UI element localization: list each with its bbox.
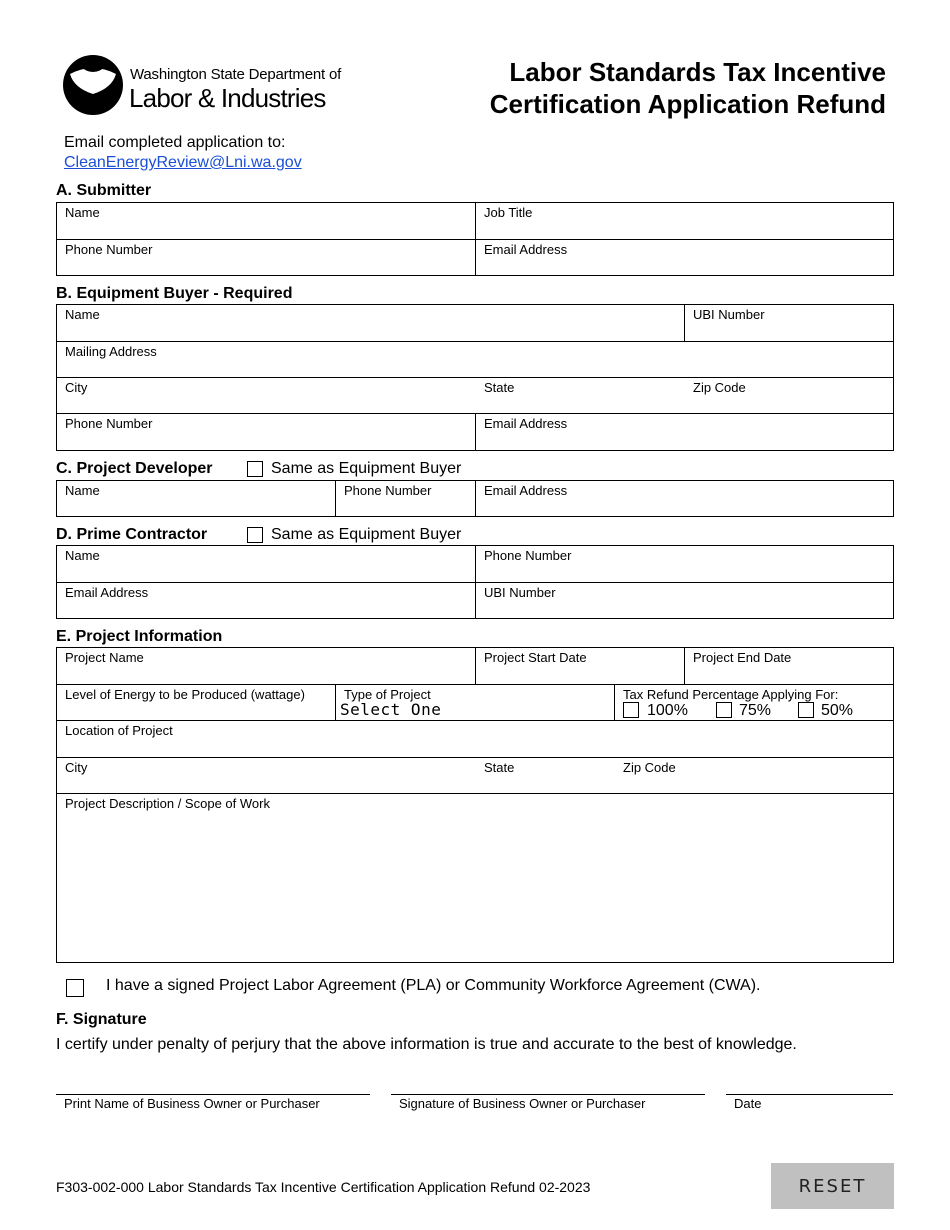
logo-agency-line: Washington State Department of bbox=[130, 66, 342, 83]
contractor-phone-cell[interactable] bbox=[476, 546, 893, 583]
project-name-label: Project Name bbox=[65, 650, 144, 665]
section-c-table bbox=[56, 480, 894, 517]
buyer-email-label: Email Address bbox=[484, 416, 568, 431]
buyer-phone-cell[interactable] bbox=[57, 414, 476, 450]
date-label: Date bbox=[734, 1096, 762, 1111]
form-title bbox=[490, 56, 886, 120]
signature-line[interactable] bbox=[391, 1094, 705, 1095]
certification-statement: I certify under penalty of perjury that the above information is true and accurate to the best of knowledge. bbox=[56, 1036, 797, 1053]
developer-name-label: Name bbox=[65, 483, 100, 498]
date-line[interactable] bbox=[726, 1094, 893, 1095]
buyer-email-cell[interactable] bbox=[476, 414, 893, 450]
project-zip-label: Zip Code bbox=[623, 760, 676, 775]
project-city-cell[interactable] bbox=[57, 758, 476, 794]
refund-50-label: 50% bbox=[821, 702, 854, 719]
submitter-job-title-cell[interactable] bbox=[476, 203, 893, 240]
project-description-cell[interactable] bbox=[57, 794, 893, 962]
developer-same-as-buyer-label: Same as Equipment Buyer bbox=[271, 460, 462, 477]
print-name-line[interactable] bbox=[56, 1094, 370, 1095]
section-e-table bbox=[56, 647, 894, 963]
submitter-email-label: Email Address bbox=[484, 242, 568, 257]
buyer-name-label: Name bbox=[65, 307, 100, 322]
contractor-same-as-buyer-label: Same as Equipment Buyer bbox=[271, 526, 462, 543]
submitter-job-title-label: Job Title bbox=[484, 205, 533, 220]
section-b-heading: B. Equipment Buyer - Required bbox=[56, 285, 293, 302]
project-description-label: Project Description / Scope of Work bbox=[65, 796, 270, 811]
submitter-phone-cell[interactable] bbox=[57, 240, 476, 275]
project-name-cell[interactable] bbox=[57, 648, 476, 685]
form-footer-id: F303-002-000 Labor Standards Tax Incentive Certification Application Refund 02-2023 bbox=[56, 1179, 591, 1195]
pla-cwa-statement: I have a signed Project Labor Agreement (PLA) or Community Workforce Agreement (CWA). bbox=[106, 977, 761, 994]
buyer-mailing-cell[interactable] bbox=[57, 342, 893, 378]
contractor-phone-label: Phone Number bbox=[484, 548, 572, 563]
refund-75-label: 75% bbox=[739, 702, 772, 719]
email-instructions: Email completed application to: bbox=[64, 134, 286, 151]
buyer-mailing-label: Mailing Address bbox=[65, 344, 157, 359]
project-location-cell[interactable] bbox=[57, 721, 893, 758]
project-type-label: Type of Project bbox=[344, 687, 431, 702]
developer-phone-label: Phone Number bbox=[344, 483, 432, 498]
pla-cwa-checkbox[interactable] bbox=[66, 979, 84, 997]
project-state-label: State bbox=[484, 760, 515, 775]
energy-level-label: Level of Energy to be Produced (wattage) bbox=[65, 687, 305, 702]
section-d-heading: D. Prime Contractor bbox=[56, 526, 208, 543]
energy-level-cell[interactable] bbox=[57, 685, 336, 721]
lni-logo-icon bbox=[62, 54, 124, 116]
buyer-city-label: City bbox=[65, 380, 88, 395]
refund-100-label: 100% bbox=[647, 702, 688, 719]
tax-refund-cell bbox=[615, 685, 893, 721]
refund-50-checkbox[interactable] bbox=[798, 702, 814, 718]
tax-refund-label: Tax Refund Percentage Applying For: bbox=[623, 687, 839, 702]
project-location-label: Location of Project bbox=[65, 723, 173, 738]
reset-button[interactable]: RESET bbox=[771, 1163, 894, 1209]
refund-75-checkbox[interactable] bbox=[716, 702, 732, 718]
developer-email-cell[interactable] bbox=[476, 481, 893, 516]
buyer-phone-label: Phone Number bbox=[65, 416, 153, 431]
developer-phone-cell[interactable] bbox=[336, 481, 476, 516]
project-city-label: City bbox=[65, 760, 88, 775]
contractor-ubi-cell[interactable] bbox=[476, 583, 893, 618]
contractor-ubi-label: UBI Number bbox=[484, 585, 556, 600]
project-type-cell bbox=[336, 685, 615, 721]
buyer-state-cell[interactable] bbox=[476, 378, 685, 414]
submitter-name-cell[interactable] bbox=[57, 203, 476, 240]
buyer-state-label: State bbox=[484, 380, 515, 395]
project-end-date-label: Project End Date bbox=[693, 650, 792, 665]
submitter-email-cell[interactable] bbox=[476, 240, 893, 275]
project-state-cell[interactable] bbox=[476, 758, 615, 794]
buyer-ubi-label: UBI Number bbox=[693, 307, 765, 322]
print-name-label: Print Name of Business Owner or Purchaser bbox=[64, 1096, 320, 1111]
section-d-table bbox=[56, 545, 894, 619]
email-link[interactable]: CleanEnergyReview@Lni.wa.gov bbox=[64, 154, 302, 171]
submitter-name-label: Name bbox=[65, 205, 100, 220]
submitter-phone-label: Phone Number bbox=[65, 242, 153, 257]
developer-name-cell[interactable] bbox=[57, 481, 336, 516]
contractor-email-label: Email Address bbox=[65, 585, 149, 600]
section-a-heading: A. Submitter bbox=[56, 182, 152, 199]
buyer-name-cell[interactable] bbox=[57, 305, 685, 342]
developer-same-as-buyer-checkbox[interactable] bbox=[247, 461, 263, 477]
contractor-name-label: Name bbox=[65, 548, 100, 563]
contractor-name-cell[interactable] bbox=[57, 546, 476, 583]
section-a-table bbox=[56, 202, 894, 276]
form-title-line2: Certification Application Refund bbox=[489, 89, 886, 119]
refund-100-checkbox[interactable] bbox=[623, 702, 639, 718]
section-e-heading: E. Project Information bbox=[56, 628, 223, 645]
signature-label: Signature of Business Owner or Purchaser bbox=[399, 1096, 646, 1111]
project-end-date-cell[interactable] bbox=[685, 648, 893, 685]
buyer-zip-cell[interactable] bbox=[685, 378, 893, 414]
project-start-date-label: Project Start Date bbox=[484, 650, 587, 665]
buyer-zip-label: Zip Code bbox=[693, 380, 746, 395]
buyer-ubi-cell[interactable] bbox=[685, 305, 893, 342]
developer-email-label: Email Address bbox=[484, 483, 568, 498]
form-title-line1: Labor Standards Tax Incentive bbox=[509, 57, 886, 87]
contractor-email-cell[interactable] bbox=[57, 583, 476, 618]
section-f-heading: F. Signature bbox=[56, 1011, 147, 1028]
logo-agency-name: Labor & Industries bbox=[129, 83, 326, 113]
contractor-same-as-buyer-checkbox[interactable] bbox=[247, 527, 263, 543]
project-zip-cell[interactable] bbox=[615, 758, 893, 794]
project-type-select[interactable]: Select One bbox=[340, 700, 442, 719]
section-c-heading: C. Project Developer bbox=[56, 460, 213, 477]
section-b-table bbox=[56, 304, 894, 451]
buyer-city-cell[interactable] bbox=[57, 378, 476, 414]
project-start-date-cell[interactable] bbox=[476, 648, 685, 685]
